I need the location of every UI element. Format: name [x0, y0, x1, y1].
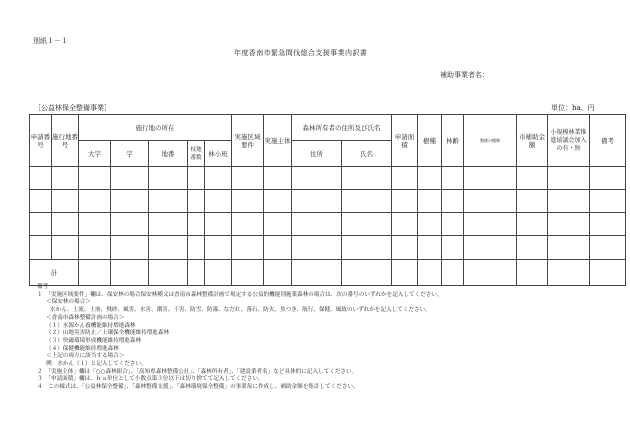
note-item: ４ この様式は、「公益林保全整備」、「森林整備支援」、「森林環境保全整備」の事業毎に作成し、補助金額を集計してください。	[37, 384, 359, 391]
document-title: 年度香南市緊急間伐総合支援事業内訳書	[234, 49, 368, 57]
project-breakdown-table	[29, 114, 626, 286]
unit-label: 単位：ha、円	[551, 104, 595, 112]
header-zone-requirement: 実施区域要件	[232, 115, 264, 167]
form-ref-number: 別紙１－１	[33, 37, 68, 45]
header-oaza: 大字	[79, 141, 111, 167]
note-item: ＜保安林の場合＞	[46, 299, 91, 306]
header-executor: 実施主体	[264, 115, 292, 167]
notes-heading: 備考	[37, 284, 49, 290]
note-item: 水かん、土流、土崩、飛砂、風害、水害、潮害、干害、防雪、防霧、なだれ、落石、防火、魚つき、航行、保健、風致のいずれかを記入してください。	[50, 307, 431, 314]
header-chiban: 地番	[149, 141, 188, 167]
note-item: 例：水かん（１）と記入してください。	[46, 361, 147, 368]
note-item: ＜香南市森林整備計画の場合＞	[46, 314, 125, 321]
header-forest-subplot: 林小班	[205, 141, 232, 167]
note-item: ３ 「申請面積」欄は、ｈａ単位として小数点第３位以下は切り捨てて記入してください。	[37, 376, 264, 383]
note-item: （２）山地災害防止／土壌保全機能維持増進森林	[46, 330, 170, 337]
header-owner-address-name: 森林所有者の住所及び氏名	[292, 115, 392, 141]
total-label: 計	[30, 260, 79, 286]
total-row	[30, 260, 626, 286]
note-item: （４）保健機能維持増進森林	[46, 345, 119, 352]
notes-section	[37, 284, 627, 392]
header-subsidy-amount: 市補助金額	[517, 115, 548, 167]
note-item: （１）水源かん養機能維持増進森林	[46, 322, 136, 329]
header-application-no: 申請番号	[30, 115, 52, 167]
header-remarks: 備考	[590, 115, 626, 167]
header-aza: 字	[111, 141, 149, 167]
note-item: １ 「実施区域要件」欄は、保安林の場合保安林種又は香南市森林整備計画で規定する公益的機能別施業森林の場合は、次の番号のいずれかを記入してください。	[37, 291, 443, 298]
applicant-label: 補助事業者名：	[440, 71, 489, 79]
header-applied-area: 申請面積	[392, 115, 418, 167]
note-item: ２ 「実施主体」欄は「○○森林組合」、「高知県森林整備公社」、「森林所有者」、「建設業者名」など具体的に記入してください。	[37, 368, 358, 375]
section-label: ［公益林保全整備事業］	[34, 104, 111, 112]
header-tree-species: 樹種	[418, 115, 442, 167]
table-row	[30, 236, 626, 260]
header-small-forest-assoc: 小規模林業推進協議会加入の有・無	[548, 115, 590, 167]
table-row	[30, 167, 626, 190]
header-work-type: 整備の種類	[464, 115, 517, 167]
header-site-location: 施行地の所在	[79, 115, 232, 141]
note-item: （３）快適環境形成機能維持増進森林	[46, 337, 142, 344]
table-row	[30, 213, 626, 236]
header-branch-no: 枝地番数	[188, 141, 205, 167]
header-work-site-no: 施行地番号	[52, 115, 79, 167]
header-address: 住所	[292, 141, 342, 167]
header-name: 氏名	[342, 141, 392, 167]
table-row	[30, 190, 626, 213]
header-tree-age: 林齢	[442, 115, 464, 167]
note-item: ＜上記の両方に該当する場合＞	[46, 353, 125, 360]
